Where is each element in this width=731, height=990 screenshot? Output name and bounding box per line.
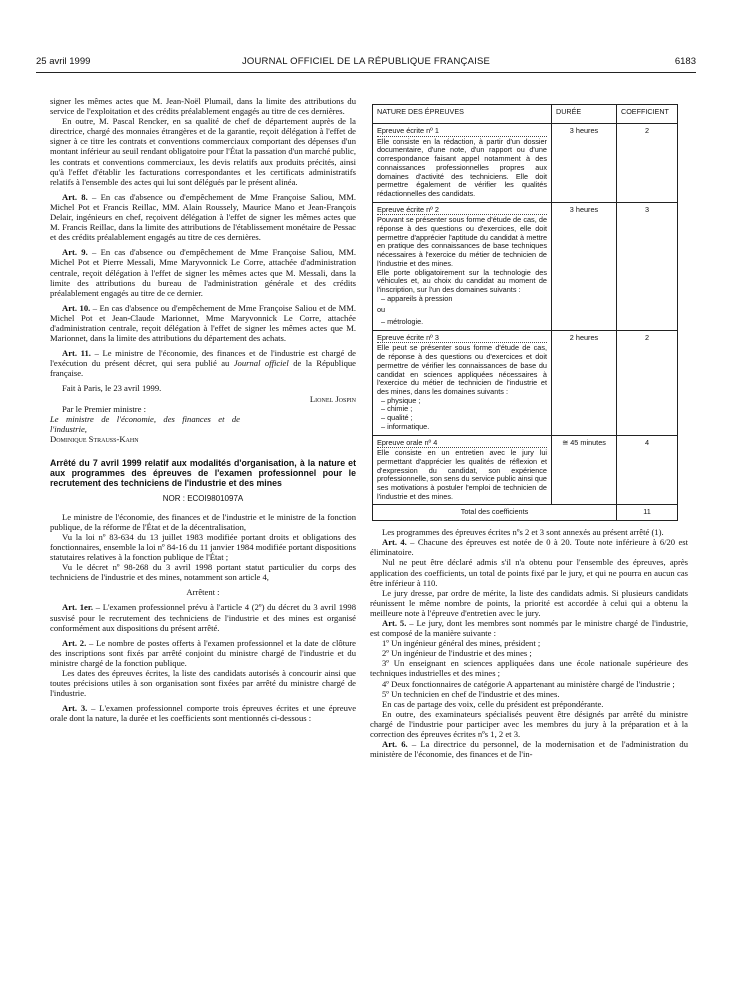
paragraph: En outre, M. Pascal Rencker, en sa qualité de chef de département auprès de la directrice, chargé des monnaies étrangères et de la garantie, reçoit délégation à l'effet de signer à ce titre les contrats et conventions commerciaux comportant des dépenses d'un montant inférieur au seuil rendant obligatoire pour l'État la passation d'un marché public, les contrats et conventions commerciaux, les devis relatifs aux produits précités, ainsi qu'à l'effet d'établir les facturations correspondantes et les certificats administratifs relatifs à l'ensemble des actes qui lui sont délégués par le présent alinéa. bbox=[50, 116, 356, 187]
nor-reference: NOR : ECOI9801097A bbox=[162, 493, 244, 503]
article-text: – L'examen professionnel comporte trois épreuves écrites et une épreuve orale dont la nature, la durée et les coefficients sont mentionnés ci-dessous : bbox=[50, 703, 357, 724]
article-label: Art. 3. bbox=[62, 703, 88, 714]
jury-member: 3º Un enseignant en sciences appliquées dans une école nationale supérieure des techniques industrielles et des mines ; bbox=[370, 658, 688, 679]
right-text bbox=[370, 527, 688, 759]
article-text: – En cas d'absence ou d'empêchement de Mme Françoise Saliou, MM. Michel Pot et Pierre Messali, Mme Maryvonnick Le Corre, attachée d'administration centrale, reçoit délégation à l'effet de signer les mêmes actes que M. Messali, dans la limite des attributions du bureau de l'administration générale et des crédits préalablement engagés au titre de ce dernier. bbox=[50, 247, 357, 298]
article-label: Art. 8. bbox=[62, 191, 88, 202]
by-prime-minister: Par le Premier ministre : bbox=[62, 403, 147, 414]
decree-title: Arrêté du 7 avril 1999 relatif aux modalités d'organisation, à la nature et aux programmes des épreuves de l'examen professionnel pour le recrutement des techniciens de l'industrie et des mines bbox=[50, 458, 356, 489]
left-column bbox=[50, 96, 356, 723]
signer-prime-minister: Lionel Jospin bbox=[309, 393, 356, 404]
article-label: Art. 10. bbox=[62, 302, 91, 313]
table-row bbox=[373, 124, 678, 203]
article-2 bbox=[50, 638, 356, 668]
list-item: – métrologie. bbox=[381, 317, 424, 327]
visa: Vu le décret nº 98-268 du 3 avril 1998 portant statut particulier du corps des techniciens de l'industrie et des mines, notamment son article 4, bbox=[50, 562, 356, 583]
jury-member: 2º Un ingénieur de l'industrie et des mines ; bbox=[382, 648, 532, 659]
jury-member: 4º Deux fonctionnaires de catégorie A appartenant au ministère chargé de l'industrie ; bbox=[382, 678, 675, 689]
article-1 bbox=[50, 602, 356, 632]
table-row bbox=[373, 435, 678, 505]
arretent: Arrêtent : bbox=[186, 587, 220, 598]
paragraph: Nul ne peut être déclaré admis s'il n'a obtenu pour l'ensemble des épreuves, après application des coefficients, un total de points fixé par le jury, et qui ne pourra en aucun cas être inférieur à 110. bbox=[370, 557, 688, 588]
table-header-row bbox=[373, 105, 678, 124]
exam-title: Epreuve écrite nº 1 bbox=[377, 127, 547, 137]
preamble: Le ministre de l'économie, des finances et de l'industrie et le ministre de la fonction publique, de la réforme de l'État et de la décentralisation, bbox=[50, 511, 356, 532]
exam-title: Epreuve écrite nº 2 bbox=[377, 206, 547, 216]
jury-member: 5º Un technicien en chef de l'industrie et des mines. bbox=[382, 688, 560, 699]
article-text: – L'examen professionnel prévu à l'article 4 (2º) du décret du 3 avril 1998 susvisé pour le recrutement des techniciens de l'industrie et des mines est organisé conformément aux dispositions du présent arrêté. bbox=[50, 602, 356, 633]
list-item: – physique ; bbox=[381, 395, 421, 405]
exam-coefficient: 2 bbox=[617, 124, 678, 203]
article-label: Art. 6. bbox=[382, 739, 408, 750]
list-item: ou bbox=[377, 305, 386, 315]
paragraph: signer les mêmes actes que M. Jean-Noël Plumail, dans la limite des attributions du service de l'exploitation et des crédits préalablement engagés au titre de ces dernières. bbox=[50, 96, 356, 117]
list-item: – informatique. bbox=[381, 421, 430, 431]
journal-officiel-italic: Journal officiel bbox=[233, 358, 289, 369]
exam-nature bbox=[373, 330, 552, 435]
list-item: – appareils à pression bbox=[381, 293, 453, 303]
exam-coefficient: 2 bbox=[617, 330, 678, 435]
article-10 bbox=[50, 303, 356, 343]
article-text: – En cas d'absence ou d'empêchement de Mme Françoise Saliou et de MM. Michel Pot et Jean-Claude Marionnet, Mme Maryvonnick Le Corre, attachée d'administration centrale, reçoit délégation à l'effet de signer les mêmes actes que M. Marionnet, dans la limite des attributions du département des achats. bbox=[50, 302, 357, 344]
article-label: Art. 1er. bbox=[62, 602, 94, 613]
article-text: de la République française. bbox=[50, 358, 356, 379]
article-9 bbox=[50, 247, 356, 297]
exam-nature bbox=[373, 124, 552, 203]
page-header bbox=[36, 56, 696, 70]
right-column bbox=[370, 104, 688, 759]
list-item: – qualité ; bbox=[381, 413, 413, 423]
article-label: Art. 11. bbox=[62, 348, 91, 359]
article-11 bbox=[50, 348, 356, 378]
signature-block bbox=[50, 383, 356, 444]
table-row bbox=[373, 330, 678, 435]
article-5 bbox=[370, 618, 688, 638]
header-journal-title: JOURNAL OFFICIEL DE LA RÉPUBLIQUE FRANÇAISE bbox=[241, 56, 491, 67]
exam-coefficient: 4 bbox=[617, 435, 678, 505]
column-header: DURÉE bbox=[552, 105, 617, 124]
exam-duration: 3 heures bbox=[552, 124, 617, 203]
total-label: Total des coefficients bbox=[373, 505, 617, 521]
exam-description: Elle porte obligatoirement sur la technologie des véhicules et, au choix du candidat au moment de l'inscription, sur l'un des domaines suivants : bbox=[377, 267, 547, 294]
article-label: Art. 4. bbox=[382, 537, 407, 548]
visa: Vu la loi nº 83-634 du 13 juillet 1983 modifiée portant droits et obligations des fonctionnaires, ensemble la loi nº 84-16 du 11 janvier 1984 modifiée portant dispositions statutaires relatives à la fonction publique de l'État ; bbox=[50, 531, 356, 563]
signature-date: Fait à Paris, le 23 avril 1999. bbox=[62, 383, 162, 394]
article-label: Art. 9. bbox=[62, 247, 88, 258]
column-header: NATURE DES ÉPREUVES bbox=[373, 105, 552, 124]
article-text: – En cas d'absence ou d'empêchement de Mme Françoise Saliou, MM. Michel Pot et Francis Reillac, MM. Alain Roussely, Maurice Mano et Jean-François Delair, ingénieurs en chef, reçoivent délégation à l'effet de signer les mêmes actes que M. Francis Reillac, dans la limite des attributions de l'établissement monétaire de Pessac et des crédits préalablement engagés au titre de ces dernières. bbox=[50, 191, 357, 243]
article-8 bbox=[50, 192, 356, 242]
article-6 bbox=[370, 739, 688, 759]
paragraph: Le jury dresse, par ordre de mérite, la liste des candidats admis. Si plusieurs candidats réunissent le même nombre de points, la priorité est accordée à celui qui a obtenu la meilleure note à l'épreuve d'entretien avec le jury. bbox=[370, 587, 688, 618]
exam-description: Elle consiste en un entretien avec le jury lui permettant d'apprécier les qualités de réflexion et d'expression du candidat, son expérience professionnelle, son sens du service public ainsi que ses motivations à postuler l'emploi de technicien de l'industrie et des mines. bbox=[377, 448, 547, 501]
exam-description: Elle peut se présenter sous forme d'étude de cas, de réponse à des questions ou d'exercices et doit permettre de vérifier les connaissances de base du candidat en sciences appliquées nécessaires à l'exercice du métier de technicien de l'industrie et des mines, dans les domaines suivants : bbox=[377, 343, 547, 396]
article-label: Art. 5. bbox=[382, 617, 407, 628]
list-item: – chimie ; bbox=[381, 404, 413, 414]
article-text: – Chacune des épreuves est notée de 0 à 20. Toute note inférieure à 6/20 est éliminatoire. bbox=[370, 537, 688, 558]
table-row bbox=[373, 202, 678, 330]
header-date: 25 avril 1999 bbox=[36, 56, 91, 67]
article-text: – La directrice du personnel, de la modernisation et de l'administration du ministère de l'économie, des finances et de l'in- bbox=[370, 739, 689, 760]
exam-duration: ≅ 45 minutes bbox=[552, 435, 617, 505]
jury-member: 1º Un ingénieur général des mines, président ; bbox=[382, 638, 541, 649]
exam-table bbox=[372, 104, 678, 521]
article-text: – Le jury, dont les membres sont nommés par le ministre chargé de l'industrie, est composé de la manière suivante : bbox=[370, 617, 689, 639]
exam-title: Epreuve orale nº 4 bbox=[377, 439, 547, 449]
article-text: – Le ministre de l'économie, des finances et de l'industrie est chargé de l'exécution du présent décret, qui sera publié au bbox=[50, 348, 356, 369]
article-3 bbox=[50, 703, 356, 723]
header-rule bbox=[36, 72, 696, 73]
paragraph: En outre, des examinateurs spécialisés peuvent être désignés par arrêté du ministre chargé de l'industrie pour participer avec les membres du jury à la préparation et à la correction des épreuves écrites nºs 1, 2 et 3. bbox=[370, 708, 688, 739]
paragraph: En cas de partage des voix, celle du président est prépondérante. bbox=[382, 698, 604, 709]
signer-minister: Dominique Strauss-Kahn bbox=[50, 433, 139, 444]
total-value: 11 bbox=[617, 505, 678, 521]
exam-duration: 2 heures bbox=[552, 330, 617, 435]
minister-title: Le ministre de l'économie, des finances et de l'industrie, bbox=[50, 413, 240, 434]
table-total-row bbox=[373, 505, 678, 521]
exam-description: Elle consiste en la rédaction, à partir d'un dossier documentaire, d'une note, d'un rapport ou d'une correspondance faisant appel notamment à des connaissances professionnelles propres aux domaines d'activité des techniciens. Elle doit permettre également de vérifier les qualités rédactionnelles des candidats. bbox=[377, 136, 547, 198]
paragraph: Les dates des épreuves écrites, la liste des candidats autorisés à concourir ainsi que toutes précisions utiles à son organisation sont fixées par arrêté du ministre chargé de l'industrie. bbox=[50, 668, 356, 699]
exam-nature bbox=[373, 435, 552, 505]
article-label: Art. 2. bbox=[62, 637, 87, 648]
header-page-number: 6183 bbox=[674, 56, 696, 67]
exam-coefficient: 3 bbox=[617, 202, 678, 330]
exam-title: Epreuve écrite nº 3 bbox=[377, 334, 547, 344]
exam-description: Pouvant se présenter sous forme d'étude de cas, de réponse à des questions ou d'exercices, elle doit permettre d'apprécier l'aptitude du candidat à mettre en pratique des connaissances de base techniques nécessaires à l'exercice du métier de technicien de l'industrie et des mines. bbox=[377, 215, 547, 268]
article-text: – Le nombre de postes offerts à l'examen professionnel et la date de clôture des inscriptions sont fixés par arrêté conjoint du ministre chargé de l'industrie et du ministre chargé de la fonction publique. bbox=[50, 637, 356, 668]
paragraph: Les programmes des épreuves écrites nºs 2 et 3 sont annexés au présent arrêté (1). bbox=[382, 527, 664, 538]
exam-duration: 3 heures bbox=[552, 202, 617, 330]
article-4 bbox=[370, 537, 688, 557]
column-header: COEFFICIENT bbox=[617, 105, 678, 124]
exam-nature bbox=[373, 202, 552, 330]
